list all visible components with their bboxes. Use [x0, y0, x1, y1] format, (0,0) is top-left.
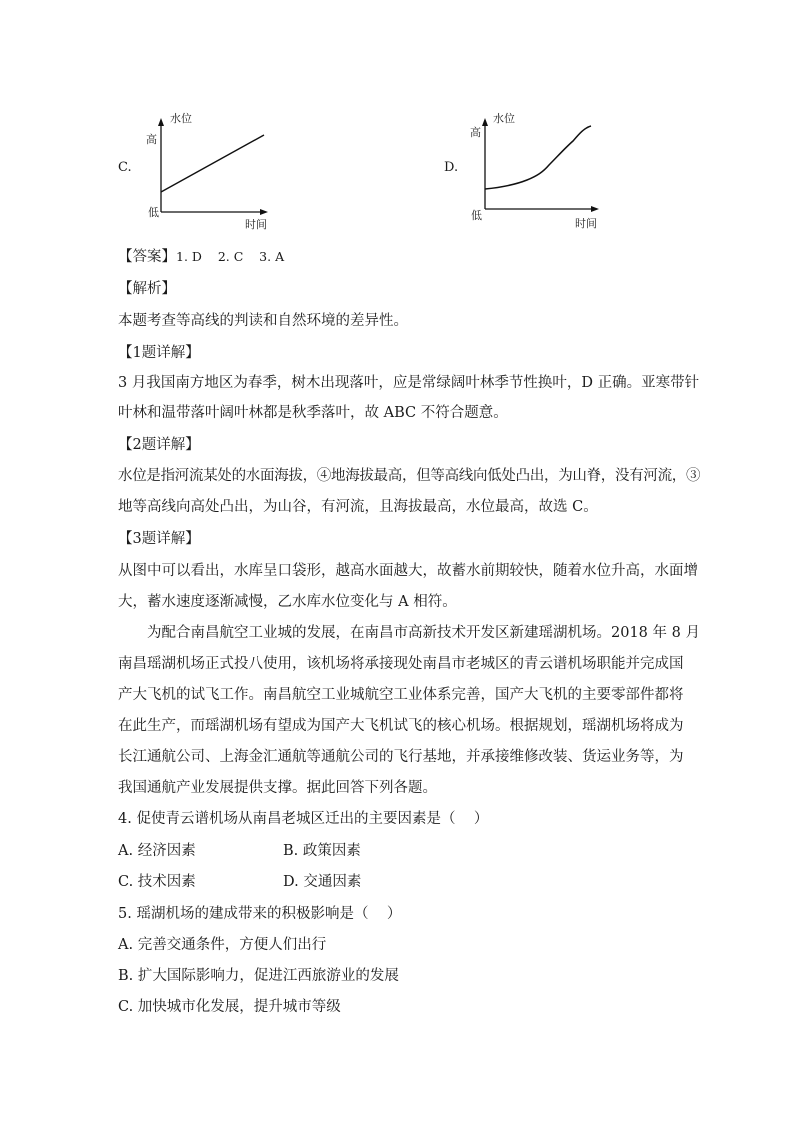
- figure-d-y-label: 水位: [493, 112, 515, 125]
- figure-c-graph: [140, 110, 280, 235]
- analysis-intro: 本题考查等高线的判读和自然环境的差异性。: [118, 313, 408, 329]
- figure-c-x-arrow: [260, 209, 268, 215]
- q3-line-1: 从图中可以看出，水库呈口袋形，越高水面越大，故蓄水前期较快，随着水位升高，水面增: [118, 563, 698, 579]
- figure-d-low-label: 低: [471, 209, 482, 222]
- figure-d-x-label: 时间: [575, 217, 597, 230]
- passage-line-1: 为配合南昌航空工业城的发展，在南昌市高新技术开发区新建瑶湖机场。2018 年 8 月: [147, 625, 700, 641]
- figure-c-low-label: 低: [148, 206, 159, 219]
- q5-stem: 5. 瑶湖机场的建成带来的积极影响是（ ）: [118, 906, 402, 922]
- figure-d-high-label: 高: [470, 126, 481, 139]
- q3-line-2: 大，蓄水速度逐渐减慢，乙水库水位变化与 A 相符。: [118, 594, 457, 610]
- q3-heading: 【3题详解】: [118, 531, 200, 547]
- figure-d-svg: [465, 110, 615, 235]
- figure-c-x-label: 时间: [245, 218, 267, 231]
- figure-c-y-arrow: [158, 118, 164, 126]
- q4-stem: 4. 促使青云谱机场从南昌老城区迁出的主要因素是（ ）: [118, 811, 489, 827]
- q2-line-2: 地等高线向高处凸出，为山谷，有河流，且海拔最高，水位最高，故选 C。: [118, 499, 598, 515]
- figure-c-high-label: 高: [146, 133, 157, 146]
- q5-option-c[interactable]: C. 加快城市化发展，提升城市等级: [118, 999, 341, 1015]
- q1-heading: 【1题详解】: [118, 345, 200, 361]
- passage-line-4: 在此生产，而瑶湖机场有望成为国产大飞机试飞的核心机场。根据规划，瑶湖机场将成为: [118, 718, 684, 734]
- q1-line-2: 叶林和温带落叶阔叶林都是秋季落叶，故 ABC 不符合题意。: [118, 405, 508, 421]
- figure-c-curve: [161, 135, 264, 192]
- passage-line-2: 南昌瑶湖机场正式投八使用，该机场将承接现处南昌市老城区的青云谱机场职能并完成国: [118, 656, 684, 672]
- figure-d-letter: D.: [444, 160, 459, 175]
- figure-d-graph: [465, 110, 615, 235]
- passage-line-3: 产大飞机的试飞工作。南昌航空工业城航空工业体系完善，国产大飞机的主要零部件都将: [118, 687, 684, 703]
- q4-option-d[interactable]: D. 交通因素: [283, 874, 362, 890]
- figure-c-y-label: 水位: [170, 112, 192, 125]
- q5-option-b[interactable]: B. 扩大国际影响力，促进江西旅游业的发展: [118, 968, 399, 984]
- q5-option-a[interactable]: A. 完善交通条件，方便人们出行: [118, 937, 327, 953]
- q4-option-a[interactable]: A. 经济因素: [118, 843, 196, 859]
- passage-line-5: 长江通航公司、上海金汇通航等通航公司的飞行基地，并承接维修改装、货运业务等，为: [118, 749, 684, 765]
- answer-line: [118, 247, 284, 267]
- q4-option-c[interactable]: C. 技术因素: [118, 874, 196, 890]
- q4-option-b[interactable]: B. 政策因素: [283, 843, 361, 859]
- answer-label: 【答案】: [118, 249, 176, 265]
- figure-d-y-arrow: [482, 118, 488, 126]
- q2-heading: 【2题详解】: [118, 437, 200, 453]
- figure-d-x-arrow: [591, 206, 599, 212]
- q2-line-1: 水位是指河流某处的水面海拔，④地海拔最高，但等高线向低处凸出，为山脊，没有河流，③: [118, 468, 701, 484]
- figure-c-svg: [140, 110, 280, 235]
- analysis-heading: 【解析】: [118, 281, 176, 297]
- q1-line-1: 3 月我国南方地区为春季，树木出现落叶，应是常绿阔叶林季节性换叶，D 正确。亚寒带针: [118, 375, 700, 391]
- passage-line-6: 我国通航产业发展提供支撑。据此回答下列各题。: [118, 780, 437, 796]
- figure-d-curve: [485, 126, 591, 189]
- figure-c-letter: C.: [118, 160, 132, 175]
- answer-text: 1. D 2. C 3. A: [176, 249, 285, 264]
